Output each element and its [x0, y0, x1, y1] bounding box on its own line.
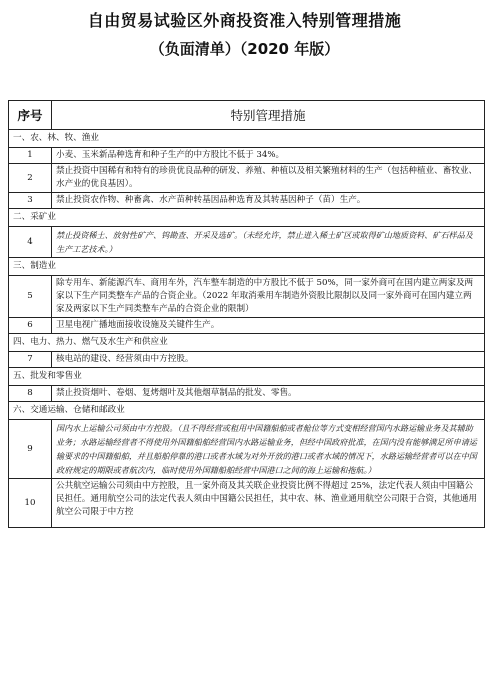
table-row	[9, 193, 485, 209]
section-row	[9, 130, 485, 148]
row-number: 4	[9, 227, 52, 258]
measure-text: 禁止投资农作物、种畜禽、水产苗种转基因品种选育及其转基因种子（苗）生产。	[52, 193, 485, 209]
row-number: 10	[9, 479, 52, 528]
section-heading: 五、批发和零售业	[9, 368, 485, 386]
header-no: 序号	[9, 101, 52, 130]
measure-text: 禁止投资中国稀有和特有的珍贵优良品种的研发、养殖、种植以及相关繁殖材料的生产（包括种植业、畜牧业、水产业的优良基因）。	[52, 164, 485, 193]
row-number: 2	[9, 164, 52, 193]
measure-text: 国内水上运输公司须由中方控股。（且不得经营或租用中国籍船舶或者舱位等方式变相经营国内水路运输业务及其辅助业务；水路运输经营者不得使用外国籍船舶经营国内水路运输业务，但经中国政府批准，在国内没有能够满足所申请运输要求的中国籍船舶，并且船舶停靠的港口或者水域为对外开放的港口或者水域的情况下，水路运输经营者可以在中国政府规定的期限或者航次内，临时使用外国籍船舶经营中国港口之间的海上运输和拖航。）	[52, 420, 485, 479]
measure-text: 除专用车、新能源汽车、商用车外，汽车整车制造的中方股比不低于 50%，同一家外商可在国内建立两家及两家以下生产同类整车产品的合资企业。（2022 年取消乘用车制造外资股比限制以及同一家外商可在国内建立两家及两家以下生产同类整车产品的合资企业的限制）	[52, 276, 485, 318]
table-row	[9, 318, 485, 334]
section-heading: 一、农、林、牧、渔业	[9, 130, 485, 148]
row-number: 5	[9, 276, 52, 318]
table-row	[9, 386, 485, 402]
section-heading: 三、制造业	[9, 258, 485, 276]
document-subtitle: （负面清单）（2020 年版）	[149, 40, 340, 58]
table-row	[9, 164, 485, 193]
measure-text: 小麦、玉米新品种选育和种子生产的中方股比不低于 34%。	[52, 148, 485, 164]
measure-text: 核电站的建设、经营须由中方控股。	[52, 352, 485, 368]
row-number: 8	[9, 386, 52, 402]
table-row	[9, 420, 485, 479]
header-measure: 特别管理措施	[52, 101, 485, 130]
negative-list-table	[8, 100, 485, 528]
section-row	[9, 258, 485, 276]
row-number: 3	[9, 193, 52, 209]
measure-text: 卫星电视广播地面接收设施及关键件生产。	[52, 318, 485, 334]
section-heading: 六、交通运输、仓储和邮政业	[9, 402, 485, 420]
table-row	[9, 148, 485, 164]
measure-text: 禁止投资烟叶、卷烟、复烤烟叶及其他烟草制品的批发、零售。	[52, 386, 485, 402]
section-row	[9, 334, 485, 352]
row-number: 1	[9, 148, 52, 164]
table-row	[9, 227, 485, 258]
row-number: 6	[9, 318, 52, 334]
section-heading: 四、电力、热力、燃气及水生产和供应业	[9, 334, 485, 352]
section-row	[9, 209, 485, 227]
section-row	[9, 368, 485, 386]
row-number: 7	[9, 352, 52, 368]
table-row	[9, 276, 485, 318]
measure-text: 公共航空运输公司须由中方控股，且一家外商及其关联企业投资比例不得超过 25%，法定代表人须由中国籍公民担任。通用航空公司的法定代表人须由中国籍公民担任，其中农、林、渔业通用航空公司限于合资，其他通用航空公司限于中方控	[56, 481, 478, 517]
table-row	[9, 479, 485, 528]
row-number: 9	[9, 420, 52, 479]
table-row	[9, 352, 485, 368]
document-title: 自由贸易试验区外商投资准入特别管理措施	[87, 11, 402, 30]
table-header-row	[9, 101, 485, 130]
measure-text: 禁止投资稀土、放射性矿产、钨勘查、开采及选矿。（未经允许，禁止进入稀土矿区或取得矿山地质资料、矿石样品及生产工艺技术。）	[52, 227, 485, 258]
measure-cell	[52, 479, 485, 528]
section-heading: 二、采矿业	[9, 209, 485, 227]
section-row	[9, 402, 485, 420]
